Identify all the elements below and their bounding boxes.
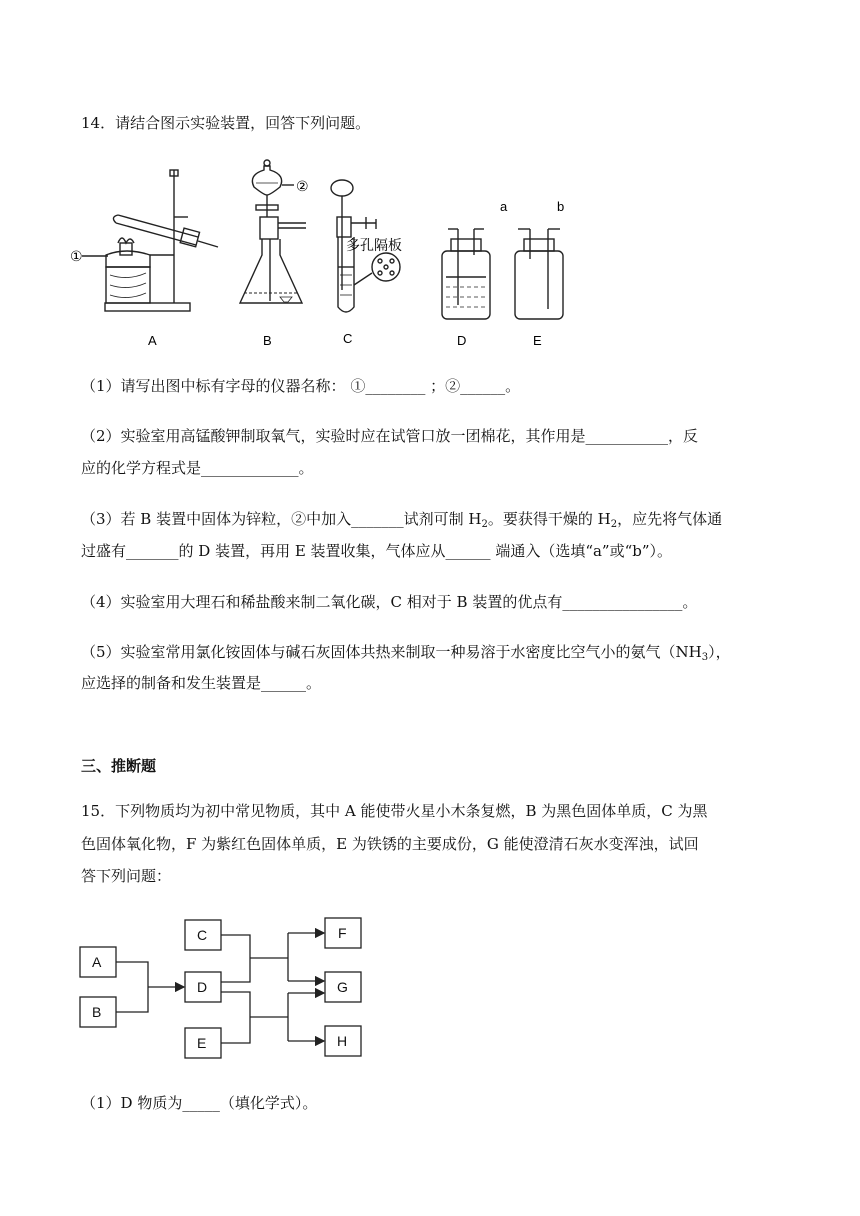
- q14-part2-line2: 应的化学方程式是_____________。: [81, 459, 314, 477]
- marker-2: ②: [296, 178, 309, 194]
- q14-part2-line1: （2）实验室用高锰酸钾制取氧气，实验时应在试管口放一团棉花，其作用是___________，反: [81, 427, 699, 445]
- q15-line1: 15．下列物质均为初中常见物质，其中 A 能使带火星小木条复燃，B 为黑色固体单质，C 为黑: [81, 802, 708, 820]
- q14-part1: （1）请写出图中标有字母的仪器名称： ①________ ；②______。: [81, 377, 521, 395]
- port-b-label: b: [557, 199, 565, 214]
- subscript-2: 2: [610, 519, 618, 530]
- subscript-3: 3: [701, 652, 709, 663]
- box-h-label: H: [337, 1033, 348, 1049]
- box-g-label: G: [337, 979, 348, 995]
- box-c-label: C: [197, 927, 208, 943]
- alcohol-lamp: [106, 238, 150, 303]
- box-f-label: F: [338, 925, 347, 941]
- label-d: D: [457, 333, 467, 348]
- q14-part5-line1: （5）实验室常用氯化铵固体与碱石灰固体共热来制取一种易溶于水密度比空气小的氨气$(NH_3)$，: [81, 643, 731, 663]
- box-b-label: B: [92, 1004, 102, 1020]
- apparatus-e: [515, 229, 563, 319]
- subscript-2: 2: [481, 519, 488, 530]
- q15-line3: 答下列问题：: [81, 867, 172, 885]
- flow-diagram: [70, 905, 390, 1070]
- q15-part1: （1）D 物质为_____（填化学式）。: [81, 1094, 318, 1112]
- q14-part3-line2: 过盛有_______的 D 装置，再用 E 装置收集，气体应从______ 端通入（选填“a”或“b”）。: [81, 542, 673, 560]
- port-a-label: a: [500, 199, 508, 214]
- box-e-label: E: [197, 1035, 207, 1051]
- q14-part5-line2: 应选择的制备和发生装置是______。: [81, 674, 322, 692]
- label-a: A: [148, 333, 157, 348]
- test-tube-a: [113, 215, 218, 247]
- q15-line2: 色固体氧化物，F 为紫红色固体单质，E 为铁锈的主要成份，G 能使澄清石灰水变浑浊，试回: [81, 835, 699, 853]
- apparatus-figure: [70, 155, 610, 350]
- q14-part3-line1: （3）若 B 装置中固体为锌粒，②中加入_______试剂可制 $H_2$。要获得干燥的 $H_2$，应先将气体通: [81, 510, 723, 530]
- box-d-label: D: [197, 979, 208, 995]
- marker-1: ①: [70, 248, 83, 264]
- section-title: 三、推断题: [81, 757, 157, 775]
- label-e: E: [533, 333, 542, 348]
- porous-plate-label: 多孔隔板: [346, 237, 402, 253]
- box-a-label: A: [92, 954, 102, 970]
- apparatus-d: [442, 229, 490, 319]
- q14-part4: （4）实验室用大理石和稀盐酸来制二氧化碳，C 相对于 B 装置的优点有________________。: [81, 593, 698, 611]
- stand-base: [105, 303, 190, 311]
- label-b: B: [263, 333, 272, 348]
- label-c: C: [343, 331, 353, 346]
- q14-heading: 14．请结合图示实验装置，回答下列问题。: [81, 114, 371, 132]
